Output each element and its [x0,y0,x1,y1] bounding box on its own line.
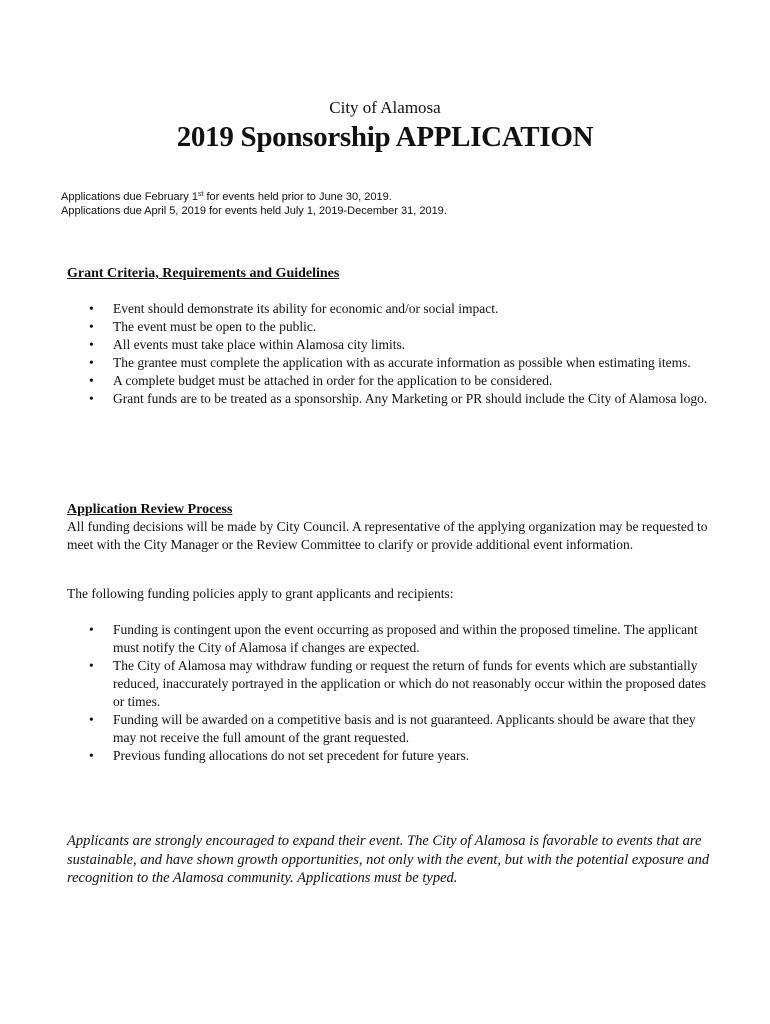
list-item [67,372,717,390]
list-item-text: Funding is contingent upon the event occurring as proposed and within the proposed timeline. The applicant must notify the City of Alamosa if changes are expected. [113,622,698,655]
policies-intro: The following funding policies apply to grant applicants and recipients: [67,586,454,601]
list-item-text: Event should demonstrate its ability for economic and/or social impact. [113,301,499,316]
list-item [67,747,717,765]
criteria-heading: Grant Criteria, Requirements and Guidelines [67,266,340,281]
list-item [67,336,717,354]
bullet-icon: • [89,712,94,727]
bullet-icon: • [89,355,94,370]
list-item-text: Previous funding allocations do not set precedent for future years. [113,748,470,763]
list-item [67,300,717,318]
deadlines [61,190,447,218]
list-item-text: All events must take place within Alamosa city limits. [113,337,406,352]
list-item-text: Grant funds are to be treated as a sponsorship. Any Marketing or PR should include the City of Alamosa logo. [113,391,708,406]
list-item [67,621,717,657]
list-item-text: The event must be open to the public. [113,319,317,334]
list-item-text: The grantee must complete the application with as accurate information as possible when estimating items. [113,355,691,370]
deadline-line-1-sup: st [197,191,204,198]
list-item [67,711,717,747]
list-item-text: A complete budget must be attached in order for the application to be considered. [113,373,553,388]
list-item [67,354,717,372]
bullet-icon: • [89,748,94,763]
review-paragraph: All funding decisions will be made by City Council. A representative of the applying organization may be requested to meet with the City Manager or the Review Committee to clarify or provide additional event information. [67,519,708,552]
page-title: 2019 Sponsorship APPLICATION [176,121,594,153]
bullet-icon: • [89,391,94,406]
policies-list [67,621,717,765]
bullet-icon: • [89,373,94,388]
deadline-line-2: Applications due April 5, 2019 for events held July 1, 2019-December 31, 2019. [61,205,447,217]
bullet-icon: • [89,319,94,334]
deadline-line-1-suffix: for events held prior to June 30, 2019. [203,191,392,203]
bullet-icon: • [89,622,94,637]
bullet-icon: • [89,337,94,352]
bullet-icon: • [89,301,94,316]
list-item [67,657,717,711]
list-item [67,318,717,336]
list-item-text: The City of Alamosa may withdraw funding or request the return of funds for events which are substantially reduced, inaccurately portrayed in the application or which do not reasonably occur within the proposed dates or times. [113,658,707,709]
deadline-line-1-prefix: Applications due February 1 [61,191,198,203]
list-item-text: Funding will be awarded on a competitive basis and is not guaranteed. Applicants should be aware that they may not receive the full amount of the grant requested. [113,712,696,745]
list-item [67,390,717,408]
review-heading: Application Review Process [67,502,233,517]
criteria-list [67,300,717,408]
closing-statement: Applicants are strongly encouraged to expand their event. The City of Alamosa is favorable to events that are sustainable, and have shown growth opportunities, not only with the event, but with the potential exposure and recognition to the Alamosa community. Applications must be typed. [67,833,710,886]
city-name: City of Alamosa [329,98,441,117]
deadline-line-1 [61,190,447,204]
bullet-icon: • [89,658,94,673]
